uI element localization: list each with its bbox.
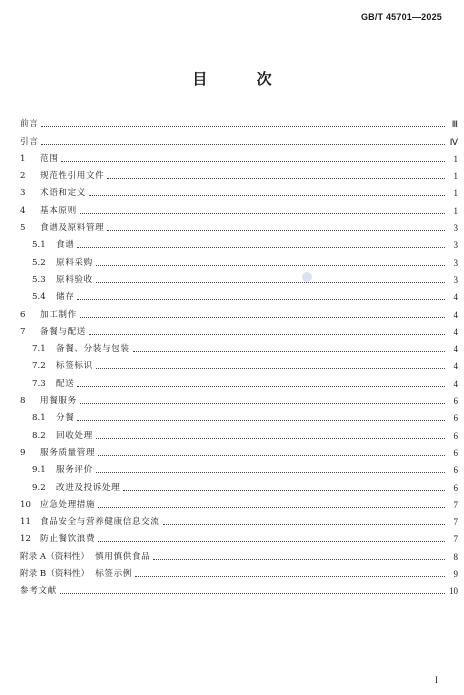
toc-entry-label: 基本原则 xyxy=(40,205,77,216)
toc-entry-number: 7.1 xyxy=(32,344,46,355)
toc-leader-dots xyxy=(77,289,445,300)
toc-entry-label: 食谱及原料管理 xyxy=(40,223,105,234)
toc-entry[interactable] xyxy=(20,268,458,285)
toc-entry-page: 7 xyxy=(453,517,458,528)
toc-entry-label: 加工制作 xyxy=(40,309,77,320)
toc-entry-page: Ⅲ xyxy=(451,119,458,130)
toc-entry-page: 10 xyxy=(449,586,458,597)
table-of-contents xyxy=(20,112,458,596)
toc-leader-dots xyxy=(89,324,445,335)
toc-entry[interactable] xyxy=(20,441,458,458)
toc-entry[interactable] xyxy=(20,302,458,319)
toc-entry-label: 规范性引用文件 xyxy=(40,171,105,182)
toc-entry-page: 9 xyxy=(453,569,458,580)
toc-entry-label: 术语和定义 xyxy=(40,188,86,199)
toc-entry-label: 用餐服务 xyxy=(40,396,77,407)
toc-entry[interactable] xyxy=(20,389,458,406)
toc-entry-number: 9.1 xyxy=(32,465,46,476)
toc-entry-number: 7 xyxy=(20,326,26,337)
toc-entry[interactable] xyxy=(20,198,458,215)
toc-entry-label: 服务质量管理 xyxy=(40,447,96,458)
toc-entry-number: 9.2 xyxy=(32,482,46,493)
toc-entry[interactable] xyxy=(20,544,458,561)
toc-entry-number: 附录 A（资料性） xyxy=(20,551,90,562)
toc-entry[interactable] xyxy=(20,337,458,354)
toc-entry-label: 改进及投诉处理 xyxy=(56,482,121,493)
toc-entry-page: 1 xyxy=(453,188,458,199)
page-number: I xyxy=(435,675,438,685)
toc-entry-page: 4 xyxy=(453,326,458,337)
toc-entry-number: 2 xyxy=(20,171,26,182)
toc-entry-page: 3 xyxy=(453,223,458,234)
toc-leader-dots xyxy=(61,151,445,162)
toc-leader-dots xyxy=(96,358,445,369)
toc-entry-number: 8.1 xyxy=(32,413,46,424)
toc-entry[interactable] xyxy=(20,147,458,164)
toc-leader-dots xyxy=(77,410,445,421)
toc-entry-page: 6 xyxy=(453,482,458,493)
toc-entry-number: 10 xyxy=(20,499,31,510)
toc-entry-label: 标签标识 xyxy=(56,361,93,372)
toc-entry-label: 应急处理措施 xyxy=(40,499,96,510)
toc-leader-dots xyxy=(98,445,445,456)
toc-entry-label: 回收处理 xyxy=(56,430,93,441)
toc-leader-dots xyxy=(77,237,445,248)
toc-entry-number: 12 xyxy=(20,534,31,545)
toc-entry[interactable] xyxy=(20,458,458,475)
toc-entry-number: 9 xyxy=(20,447,26,458)
toc-entry-number: 1 xyxy=(20,153,26,164)
toc-entry-page: 4 xyxy=(453,361,458,372)
toc-entry-number: 5.4 xyxy=(32,292,46,303)
toc-entry[interactable] xyxy=(20,112,458,129)
toc-leader-dots xyxy=(89,185,445,196)
toc-entry-number: 7.3 xyxy=(32,378,46,389)
toc-entry-page: 4 xyxy=(453,292,458,303)
toc-entry-number: 附录 B（资料性） xyxy=(20,569,90,580)
toc-leader-dots xyxy=(107,168,445,179)
toc-leader-dots xyxy=(96,462,445,473)
toc-leader-dots xyxy=(77,376,445,387)
toc-entry-page: 8 xyxy=(453,551,458,562)
toc-leader-dots xyxy=(98,531,445,542)
toc-entry-label: 服务评价 xyxy=(56,465,93,476)
toc-entry-label: 配送 xyxy=(56,378,75,389)
toc-entry-label: 参考文献 xyxy=(20,586,57,597)
toc-leader-dots xyxy=(163,514,445,525)
toc-entry-label: 范围 xyxy=(40,153,59,164)
toc-entry-label: 分餐 xyxy=(56,413,75,424)
toc-entry-label: 储存 xyxy=(56,292,75,303)
toc-leader-dots xyxy=(123,480,445,491)
toc-entry[interactable] xyxy=(20,164,458,181)
toc-entry-page: 4 xyxy=(453,378,458,389)
toc-entry-number: 5.3 xyxy=(32,274,46,285)
toc-entry-label: 原料验收 xyxy=(56,274,93,285)
toc-entry-label: 备餐、分装与包装 xyxy=(56,344,130,355)
toc-entry-number: 11 xyxy=(20,517,31,528)
toc-entry[interactable] xyxy=(20,371,458,388)
toc-entry-number: 5.2 xyxy=(32,257,46,268)
toc-entry-page: 6 xyxy=(453,430,458,441)
toc-leader-dots xyxy=(80,307,445,318)
toc-leader-dots xyxy=(135,566,445,577)
toc-leader-dots xyxy=(96,428,445,439)
toc-entry-label: 标签示例 xyxy=(95,569,132,580)
toc-entry[interactable] xyxy=(20,320,458,337)
toc-leader-dots xyxy=(133,341,445,352)
toc-entry-number: 8.2 xyxy=(32,430,46,441)
toc-entry-page: 7 xyxy=(453,499,458,510)
toc-entry[interactable] xyxy=(20,233,458,250)
toc-leader-dots xyxy=(107,220,445,231)
toc-entry-page: 6 xyxy=(453,447,458,458)
toc-entry[interactable] xyxy=(20,406,458,423)
toc-entry-label: 备餐与配送 xyxy=(40,326,86,337)
toc-entry-number: 3 xyxy=(20,188,26,199)
toc-entry-number: 6 xyxy=(20,309,26,320)
toc-entry-number: 4 xyxy=(20,205,26,216)
toc-entry-page: 4 xyxy=(453,344,458,355)
toc-entry-page: 7 xyxy=(453,534,458,545)
toc-entry[interactable] xyxy=(20,527,458,544)
toc-entry[interactable] xyxy=(20,250,458,267)
toc-entry-page: 1 xyxy=(453,153,458,164)
toc-entry[interactable] xyxy=(20,510,458,527)
toc-leader-dots xyxy=(96,272,445,283)
toc-entry-label: 食谱 xyxy=(56,240,75,251)
toc-leader-dots xyxy=(98,497,445,508)
toc-leader-dots xyxy=(153,549,445,560)
toc-entry-label: 原料采购 xyxy=(56,257,93,268)
toc-entry-page: 1 xyxy=(453,171,458,182)
toc-entry[interactable] xyxy=(20,423,458,440)
toc-entry-label: 防止餐饮浪费 xyxy=(40,534,96,545)
toc-entry-page: Ⅳ xyxy=(449,136,458,147)
toc-entry[interactable] xyxy=(20,285,458,302)
toc-leader-dots xyxy=(41,134,445,145)
toc-entry-label: 前言 xyxy=(20,119,39,130)
toc-leader-dots xyxy=(80,203,445,214)
toc-entry[interactable] xyxy=(20,475,458,492)
toc-entry-page: 6 xyxy=(453,396,458,407)
toc-entry[interactable] xyxy=(20,562,458,579)
toc-entry[interactable] xyxy=(20,579,458,596)
toc-title: 目 次 xyxy=(192,70,294,88)
toc-entry-number: 8 xyxy=(20,396,26,407)
toc-leader-dots xyxy=(41,116,445,127)
toc-entry-page: 3 xyxy=(453,257,458,268)
toc-entry-page: 6 xyxy=(453,413,458,424)
toc-entry-label: 慎用慎供食品 xyxy=(95,551,151,562)
toc-leader-dots xyxy=(60,583,445,594)
toc-entry[interactable] xyxy=(20,493,458,510)
toc-leader-dots xyxy=(96,255,445,266)
toc-entry-label: 引言 xyxy=(20,136,39,147)
toc-entry[interactable] xyxy=(20,181,458,198)
toc-entry-page: 3 xyxy=(453,274,458,285)
toc-entry-page: 1 xyxy=(453,205,458,216)
toc-entry-page: 6 xyxy=(453,465,458,476)
toc-entry-number: 7.2 xyxy=(32,361,46,372)
toc-entry-page: 4 xyxy=(453,309,458,320)
toc-entry[interactable] xyxy=(20,129,458,146)
toc-entry-page: 3 xyxy=(453,240,458,251)
toc-entry-label: 食品安全与营养健康信息交流 xyxy=(40,517,160,528)
standard-code: GB/T 45701—2025 xyxy=(360,12,442,22)
toc-entry[interactable] xyxy=(20,354,458,371)
toc-entry-number: 5.1 xyxy=(32,240,46,251)
toc-leader-dots xyxy=(80,393,445,404)
toc-entry[interactable] xyxy=(20,216,458,233)
toc-entry-number: 5 xyxy=(20,223,26,234)
